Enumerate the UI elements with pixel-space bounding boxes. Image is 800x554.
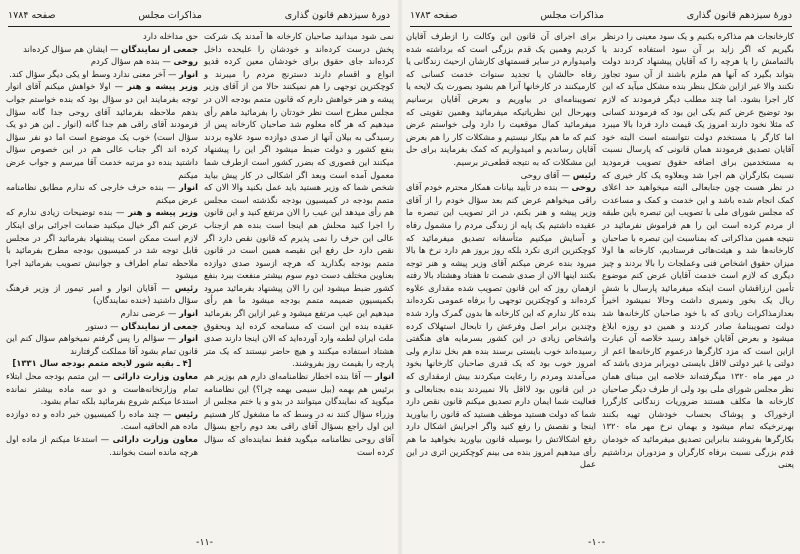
speaker-name: انوار [179,68,198,79]
speaker-name: روحی [571,182,596,193]
speaker-name: وزیر پیشه و هنر [127,81,198,92]
text-column-right [602,30,794,471]
speech-text: سؤالم را پس گرفتم نمیخواهم سؤال کنم این قانون تمام بشود آقا مملکت گرفتارند [6,333,198,356]
legislative-period: دورهٔ سیزدهم قانون گذاری [284,10,390,21]
speaker-name: رئیس [174,408,199,419]
speech-paragraph [6,80,198,181]
page-1783 [402,0,800,554]
page-footer-number: -۱۱- [196,537,214,548]
speech-text: دستور [85,320,108,331]
speech-paragraph [6,43,198,56]
speaker-name: رئیس [174,282,198,293]
publication-title: مذاکرات مجلس [138,10,202,21]
speaker-dash: — [110,81,128,92]
speaker-name: انوار [179,182,199,193]
speaker-dash: — [107,43,122,54]
text-column-left [406,30,596,471]
speech-text: بنده حرف خارجی که ندارم مطابق نظامنامه عرض میکنم [6,182,198,205]
speech-paragraph [6,206,198,282]
speech-paragraph [6,55,198,68]
page-number: صفحه ۱۷۸۳ [410,10,458,21]
speech-text: اولا خواهش میکنم آقای انوار توجه بفرمایند این دو سؤال بود که بنده خواستم جواب بدهم ملاحظه بفرمائید آقای روحی جدا گانه سؤال فرمودند آقای راقی هم جدا گانه (انوار ـ این هر دو یک سؤال است) خوب یک موضوع است اما دو نفر سؤال کرده اند اگر جناب عالی هم در این خصوص سؤال داشتید بنده دو مرتبه خدمت آقا میرسم و جواب عرض میکنم [6,81,198,180]
page-footer-number: -۱۰- [588,537,606,548]
speaker-dash: — [97,434,113,444]
speech-text: استدعا میکنم از ماده اول هرچه مانده است بخوانند. [6,434,198,457]
speaker-dash: — [107,320,122,331]
speech-paragraph [204,30,394,370]
speech-paragraph [6,282,198,307]
speech-text: چند ماده را کمیسیون خبر داده و ده دوازده ماده هم الحاقیه است. [6,408,198,432]
section-heading: [۴ ـ بقیه شور لایحه متمم بودجه سال ۱۳۳۱] [12,358,192,369]
speaker-name: معاون وزارت دارائی [113,371,199,382]
speaker-dash: — [159,408,175,419]
speech-text: آقای روحی [520,169,560,180]
speech-text: نمی شود میدانید صاحبان کارخانه ها آمدند یک شرکت پخش درست کرده‌اند و خودشان را علیحده داخل کرده‌اند جای حقوق برای خودشان معین کرده قدیو انواع و اقسام دارند دسترنج مردم را میبرند و کوچکترین توجهی را هم نمیکنند حالا من از آقای وزیر پیشه و هنر خواهش دارم که قانون متمم بودجه الان در مجلس مطرح است نظر خودتان را بفرمائید ماهم رأی میدهیم که هر گاه معلوم شد صاحبان کارخانه پس از رسیدگی به بیلان آنها از صدی دوازده سود علاوه بردند بنفع کشور و دولت ضبط میشود اگر این را پیشنهاد میکنند این قصوری که بضرر کشور است ازطرف شما معمول آمده است وبعد اگر اشکالی در کار پیش بیاید شخص شما که وزیر هستید باید عمل بکنید والا الان که متمم بودجه در کمیسیون بودجه نگذشته است مجلس هم رأی میدهد این عیب را الان مرتفع کنید و این قانون را اجرا کنید محلش هم اینجا است بنده هم ازجناب عالی این حرف را نمی پذیرم که قانون نقص دارد اگر نقص دارد حل رفع این نقیصه همین است در قانون متمم بودجه بگذارید که هرچه ازسود صدی دوازده بعناوین مختلف دست دوم سوم بیشتر منفعت ببرد بنفع کشور ضبط میشود این را الان پیشنهاد بفرمائید میرود بکمیسیون ضمیمه متمم بودجه میشود ما هم رأی میدهیم این عیب مرتفع میشود و غیر ازاین اگر بفرمائید عقیده بنده این است که مسامحه کرده اید وبحقوق ملت ایران لطمه وارد آورده‌اید که الان اینجا دارند صدی هشتاد استفاده میکنند و هیچ حاضر نیستند که یک متر پارچه را بقیمت روز بفروشند. [204,31,394,369]
speaker-name: انوار [375,371,394,382]
speaker-dash: — [559,169,573,180]
speech-text: برای اجرای آن قانون این وکالت را ازطرف آقایان کردیم وهمین یک قدم بزرگی است که برداشته شده وامیدوارم در سایر قسمتهای کارشان ازحیث زندگانی یا رفاه حالشان یا تجدید سنوات خدمت کسانی که کارمیکنند در کارخانها آنرا هم بشود بصورت یک لایحه یا تصویبنامه‌ای در بیاوریم و بعرض آقایان برسانیم وبهرحال این نظریاتیکه میفرمائید وهمین تقویتی که میفرمائید کمال موقعیت را دارد ولی خواستم عرض کنم که ما هم بیکار نیستیم و مشکلات کار را هم بعرض آقایان رساندیم و امیدواریم که کمک بفرمایند برای حل این مشکلات که به نتیجه قطعی‌تر برسیم. [406,31,596,167]
speech-text: کارخانجات هم مذاکره بکنیم و یک سود معینی را درنظر بگیریم که اگر زاید بر آن سود استفاده کردند یا بالتمامش را یا هرچه را که آقایان پیشنهاد کردند دولت بتواند بگیرد که آنها هم ملزم باشند از آن سود تجاوز نکنند والا غیر ازاین شکل بنظر بنده مشکل میآید که این کار اجرا بشود. اما چند مطلب دیگر فرمودند که لازم بود توضیح عرض کنم یکی این بود که فرمودند کسانی که مثلا نخود دارند امروز یک قیمت دارد فردا بالا میبرد اما کارگر یا مستخدم دولت نتوانسته است البته خود آقایان تصدیق فرمودند همان قانونی که پارسال نسبت به مستخدمین برای اضافه حقوق تصویب فرمودید نسبت بکارگران هم اجرا شد وبعلاوه یک کار خیری که در نظر هست چون جنابعالی البته میخواهید حد اعلای کمک انجام شده باشد و این خدمت و کمک و مساعدت که مجلس شورای ملی با تصویب این تبصره باین طبقه از مردم کرده است این را هم فراموش نفرمائید در نتیجه همین مذاکراتی که بمناسبت این تبصره با صاحبان کارخانه‌ها شد و هیئت‌هائی فرستادیم، کارخانه ها اولا میزان حقوق اشخاص فنی وعملجات را بالا بردند و چیز دیگری که لازم است خدمت آقایان عرض کنم موضوع تأمین ارزاقشان است اینکه میفرمائید پارسال با شش ریال یک بخور ونمیری داشت وحالا نمیشود اخیراً بعدازمذاکرات زیادی که با خود صاحبان کارخانه‌ها شد دولت تصویبنامهٔ صادر کردند و همین دو روزه ابلاغ میشود و بعرض آقایان خواهد رسید خلاصه آن عبارت ازاین است که مزد کارگرها درعموم کارخانه‌ها اعم از دولتی یا غیر دولتی لااقل بایستی دوبرابر مزدی باشد که در مهر ماه ۱۳۲۰ میگرفته‌اند خلاصه این مبنای همان نظر مجلس شورای ملی بود ولی از طرف دیگر صاحبان کارخانه ها مکلف هستند ضروریات زندگانی کارگررا ازخوراک و پوشاک بحساب خودشان تهیه بکنند بهرنرخیکه تمام میشود و بهمان نرخ مهر ماه ۱۳۲۰ بکارگرها بفروشند بنابراین تصدیق میفرمائید که خودمان قدم بزرگی نسبت برفاه کارگران و مزدوران برداشتیم یعنی [602,31,795,470]
speech-text: آخر معنی ندارد وسط او یکی دیگر سؤال کند. [9,68,166,79]
speech-paragraph [6,408,198,433]
speaker-name: روحی [173,56,198,67]
page-number: صفحه ۱۷۸۴ [8,10,56,21]
speaker-dash: — [165,68,180,79]
speech-paragraph [6,370,198,408]
text-column-left [6,30,198,458]
speaker-name: جمعی از نمایندگان [121,320,198,331]
speaker-dash: — [112,207,129,218]
speaker-dash: — [557,182,572,193]
speech-paragraph [602,30,794,471]
page-1784 [0,0,398,554]
speech-paragraph [204,370,394,458]
speech-text: آقایان انوار و امیر تیمور از وزیر فرهنگ سؤال داشتید (خنده نمایندگان) [6,282,198,306]
speech-paragraph [6,332,198,357]
speaker-name: انوار [179,308,198,319]
speech-text: آقا بنده اخطار نظامنامه‌ای دارم هم بوزیر هم برئیس هم بهمه (بیل سیمی بهمه چرا؟) این نظامنامه میگوید که نمایندگان میتوانند در بدو و یا ختم مجلس از وزراء سؤال کنند نه در وسط که ما مشغول کار هستیم این اول راجع بسؤال آقای راقی بعد دوم راجع بسؤال آقای روحی نظامنامه میگوید فقط نماینده‌ای که سؤال کرده است [204,371,394,457]
page-header [8,8,390,27]
text-column-right [204,30,394,458]
speech-text: ایشان هم سؤال کرده‌اند [23,43,108,54]
speech-text: این متمم بودجه محل ابتلاء تمام وزارتخانه‌هاست و دو سه ماده بیشتر نمانده استدعا میکنم شروع بفرمائید بلکه تمام بشود. [6,371,198,407]
speaker-dash: — [98,371,114,382]
speaker-dash: — [163,182,180,193]
legislative-period: دورهٔ سیزدهم قانون گذاری [686,10,792,21]
speech-paragraph [6,30,198,43]
speech-paragraph [406,30,596,169]
speech-paragraph [6,181,198,206]
speech-text: بنده توضیحات زیادی ندارم که عرض کنم اگر خیال میکنید ضمانت اجرائی برای اینکار لازم است ممکن است پیشنهاد بفرمائید اگر در مجلس قابل توجه شد در کمیسیون بودجه مطرح بفرمائید با ملاحظه تمام اطراف و جوانبش تصویب بفرمائید اجرا میشود [6,207,198,281]
speech-paragraph [6,320,198,333]
speaker-name: رئیس [572,169,596,180]
page-header [410,8,792,27]
speech-text: حق مداخله دارد [143,31,198,41]
speaker-name: وزیر پیشه و هنر [128,207,199,218]
speech-paragraph [406,181,596,471]
speaker-dash: — [360,371,376,382]
speaker-dash: — [164,333,180,344]
speech-paragraph [6,433,198,458]
speech-paragraph [406,169,596,182]
speaker-dash: — [159,56,174,67]
speaker-name: معاون وزارت دارائی [112,434,198,444]
speaker-name: انوار [179,333,199,344]
speech-text: بنده هم سؤال کردم [90,56,160,67]
speech-paragraph [6,68,198,81]
speech-paragraph [6,307,198,320]
speech-text: عرضی ندارم [120,308,166,319]
speaker-dash: — [165,308,180,319]
speaker-name: جمعی از نمایندگان [121,43,198,54]
speech-text: بنده در تأیید بیانات همکار محترم خودم آقای راقی میخواهم عرض کنم بعد سؤال خودم را از آقای وزیر پیشه و هنر بکنم، در اثر تصویب این تبصره ما عقیده داشتیم یک پایه از زندگی مردم را مشمول رفاه و آسایش میکنیم متأسفانه تصدیق میفرمائید که کوچکترین اثری نکرد بلکه روز بروز هم دارد نرخ ها بالا میرود بنده عرض میکنم آقای وزیر پیشه و هنر توجه بکنند اینها الان از صدی شصت تا هفتاد وهشتاد بالا رفته ازهمان روز که این قانون تصویب شده مقداری علاوه کرده‌اند و کوچکترین توجهی را برفاه عمومی نکرده‌اند بنده کار ندارم که این کارخانه ها بدون گمرک وارد شده وچندین برابر اصل وفرعش را تابحال استهلاک کرده واشخاص زیادی در این کشور بسرمایه های هنگفتی رسیده‌اند خوب بایستی برسند بنده هم بخل ندارم ولی امروز خوب بود که یک قدری صاحبان کارخانها بخود می‌آمدند ومردم را رعایت میکردند بیش ازمقداری که در این قانون بود لااقل بالا نمیبردند بنده بجنابعالی و فعالیت شما ایمان دارم تصدیق میکنم قانون نقص دارد شما که دولت هستید موظف هستید که قانون را بیاورید اینجا و نقصش را رفع کنید واگر اجرایش اشکال دارد رفع اشکالاتش را بوسیله قانون بیاورید بخواهید ما هم رأی میدهیم امروز بنده می بینم کوچکترین اثری در این عمل [406,182,596,470]
speaker-dash: — [156,282,175,293]
publication-title: مذاکرات مجلس [540,10,604,21]
